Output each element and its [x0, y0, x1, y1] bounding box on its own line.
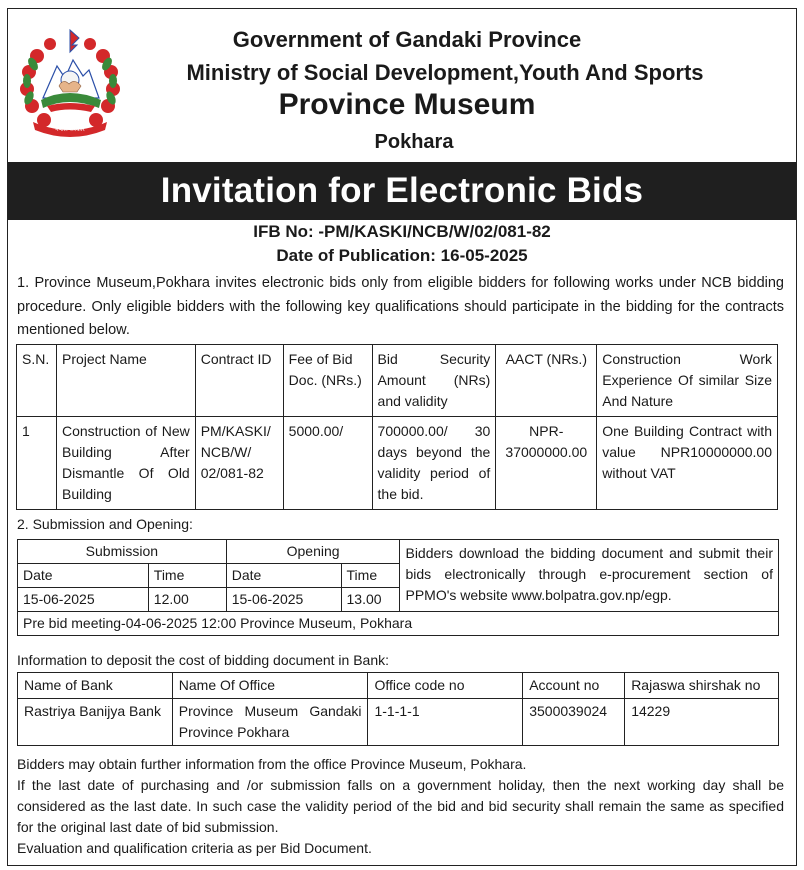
ifb-number: IFB No: -PM/KASKI/NCB/W/02/081-82 [253, 222, 551, 241]
notice-banner: Invitation for Electronic Bids [8, 162, 796, 220]
submission-label: Submission [18, 540, 227, 564]
government-title: Government of Gandaki Province [232, 27, 582, 52]
submission-table [17, 539, 779, 636]
header-sn: S.N. [17, 345, 57, 417]
footer-note-holiday: If the last date of purchasing and /or submission falls on a government holiday, then the next working day shall be considered as the last date. In such case the validity period of the bid and bid security shall remain the same as specified for the original last date of bid submission. [17, 777, 784, 835]
cell-security: 700000.00/ 30 days beyond the validity period of the bid. [372, 417, 496, 510]
footer-notes [17, 754, 784, 859]
submission-time-label: Time [148, 564, 226, 588]
publication-date: Date of Publication: 16-05-2025 [276, 246, 528, 265]
cell-project: Construction of New Building After Dismantle Of Old Building [56, 417, 195, 510]
cell-office-code: 1-1-1-1 [368, 699, 523, 746]
bank-table [17, 672, 779, 746]
header-security: Bid Security Amount (NRs) and validity [372, 345, 496, 417]
header-contract-id: Contract ID [195, 345, 283, 417]
cell-bank: Rastriya Banijya Bank [18, 699, 173, 746]
opening-time-label: Time [341, 564, 400, 588]
office-location: Pokhara [374, 131, 454, 153]
cell-account: 3500039024 [523, 699, 625, 746]
header-project: Project Name [56, 345, 195, 417]
header-fee: Fee of Bid Doc. (NRs.) [283, 345, 372, 417]
footer-note-criteria: Evaluation and qualification criteria as per Bid Document. [17, 840, 372, 856]
header-bank: Name of Bank [18, 673, 173, 699]
header [8, 9, 796, 160]
contracts-table [16, 344, 778, 510]
cell-experience: One Building Contract with value NPR10000000.00 without VAT [597, 417, 778, 510]
emblem-motto: नेपाल सरकार [55, 126, 85, 133]
submission-time: 12.00 [148, 588, 226, 612]
ministry-title: Ministry of Social Development,Youth And Sports [186, 60, 704, 85]
header-aact: AACT (NRs.) [496, 345, 597, 417]
cell-fee: 5000.00/ [283, 417, 372, 510]
submission-heading: 2. Submission and Opening: [17, 516, 193, 532]
opening-date: 15-06-2025 [226, 588, 341, 612]
footer-note-info: Bidders may obtain further information from the office Province Museum, Pokhara. [17, 756, 527, 772]
cell-sn: 1 [17, 417, 57, 510]
cell-aact: NPR- 37000000.00 [496, 417, 597, 510]
cell-contract-id: PM/KASKI/ NCB/W/ 02/081-82 [195, 417, 283, 510]
cell-office: Province Museum Gandaki Province Pokhara [172, 699, 368, 746]
submission-date-label: Date [18, 564, 149, 588]
opening-time: 13.00 [341, 588, 400, 612]
cell-rajaswa: 14229 [625, 699, 779, 746]
notice-page [7, 8, 797, 866]
submission-date: 15-06-2025 [18, 588, 149, 612]
office-title: Province Museum [278, 88, 536, 121]
header-office: Name Of Office [172, 673, 368, 699]
header-account: Account no [523, 673, 625, 699]
table-row [18, 699, 779, 746]
intro-paragraph: 1. Province Museum,Pokhara invites electronic bids only from eligible bidders for following works under NCB bidding procedure. Only eligible bidders with the following key qualifications should participate in the bidding for the contracts mentioned below. [17, 275, 784, 338]
opening-label: Opening [226, 540, 400, 564]
prebid-meeting: Pre bid meeting-04-06-2025 12:00 Province Museum, Pokhara [18, 612, 779, 636]
bank-heading: Information to deposit the cost of bidding document in Bank: [17, 652, 390, 668]
submission-description: Bidders download the bidding document and submit their bids electronically through e-procurement section of PPMO's website www.bolpatra.gov.np/egp. [400, 540, 779, 612]
opening-date-label: Date [226, 564, 341, 588]
table-header-row [17, 345, 778, 417]
header-office-code: Office code no [368, 673, 523, 699]
table-row [17, 417, 778, 510]
header-rajaswa: Rajaswa shirshak no [625, 673, 779, 699]
header-experience: Construction Work Experience Of similar Size And Nature [597, 345, 778, 417]
